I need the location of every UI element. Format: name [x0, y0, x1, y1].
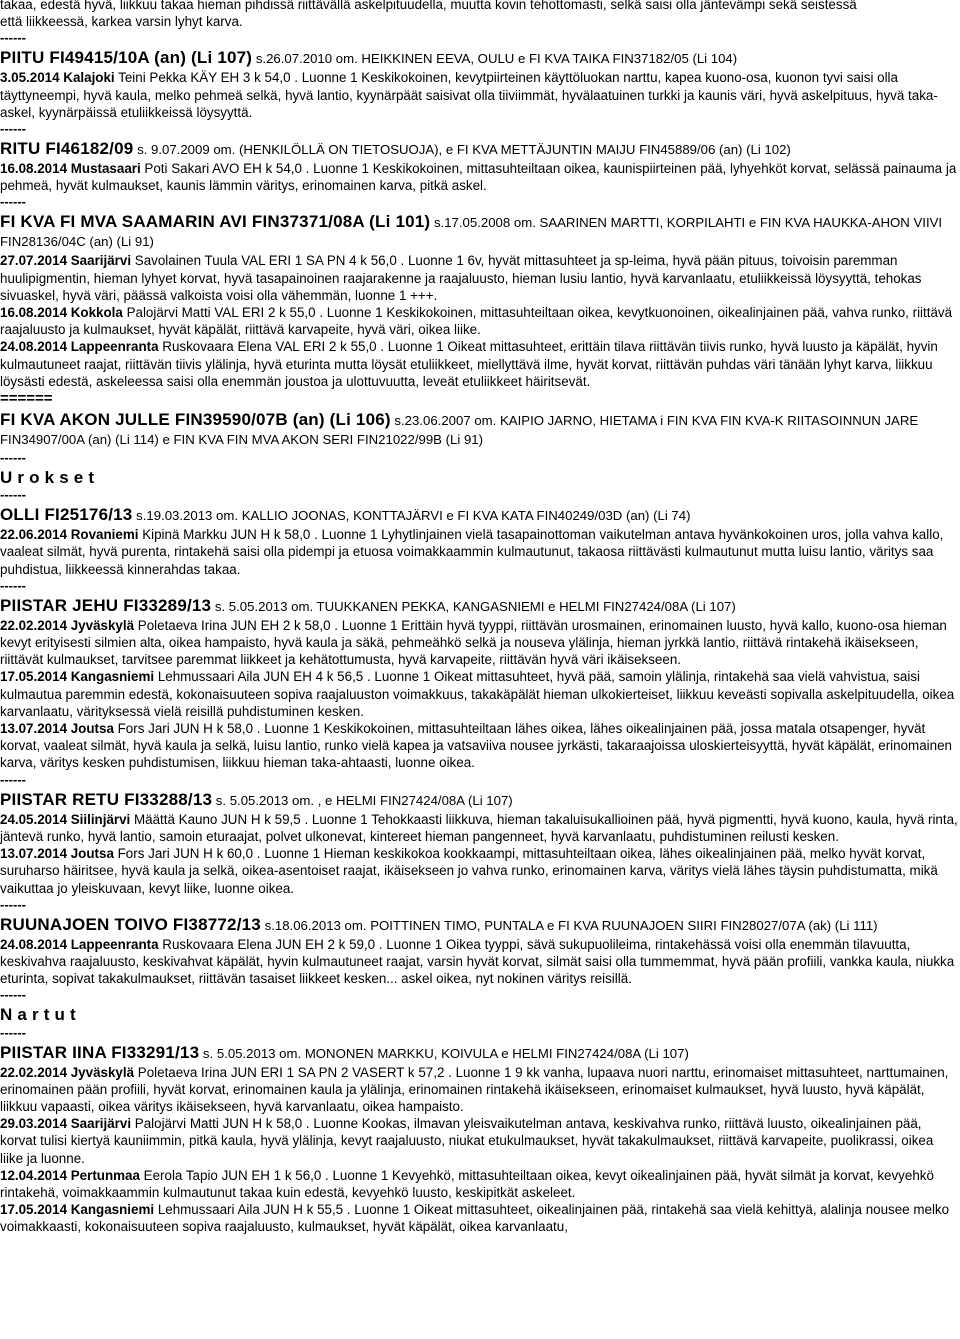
separator: ------ [0, 987, 26, 1003]
dog-name: OLLI FI25176/13 [0, 505, 133, 525]
show-result [0, 811, 960, 845]
separator: ------ [0, 896, 26, 912]
result-judge: Lehmussaari Aila JUN EH 4 k 56,5 . [154, 669, 375, 685]
separator: ------ [0, 1024, 26, 1040]
result-critique: Luonne 1 Oikea tyyppi, sävä sukupuolileima, rintakehässä voisi olla enemmän tilavuutta, keskivahva raajaluusto, keskivahvat käpälät, hyvin kulmautuneet raajat, varsin hyvät korvat, silmät saisi olla tummemmat, hyvä pään profiili, vankka kaula, niukka eturinta, sopivat takakulmaukset, riittävän tasaiset liikkeet kesken... askel oikea, nyt nokinen väritys reisillä. [0, 936, 955, 987]
show-result [0, 1201, 960, 1235]
birth-date: s. 5.05.2013 om. [211, 598, 317, 614]
result-date-place: 13.07.2014 Joutsa [0, 846, 114, 862]
result-judge: Teini Pekka KÄY EH 3 k 54,0 . [114, 70, 302, 86]
dog-name: PIISTAR JEHU FI33289/13 [0, 595, 212, 615]
show-result [0, 1115, 960, 1167]
result-critique: Luonne 1 Keskikokoinen, mittasuhteiltaan lähes oikea, lähes oikealinjainen pää, jossa matala otsapenger, hyvät korvat, vaaleat silmät, hyvä kaula ja selkä, luisu lantio, runko vielä kapea ja vatsaviiva nousee jyrkästi, takaraajoissa uloskierteisyyttä, hyvät käpälät, erinomainen karva, väritys kesken puhdistumisen, liikkuu hieman taka-ahtaasti, luonne oikea. [0, 721, 952, 771]
result-date-place: 22.06.2014 Rovaniemi [0, 527, 139, 543]
dog-name: PIISTAR IINA FI33291/13 [0, 1042, 200, 1062]
birth-date: s.26.07.2010 om. [252, 51, 362, 67]
show-result [0, 720, 960, 772]
result-critique: Luonne 1 Oikeat mittasuhteet, hyvä pää, samoin ylälinja, rintakehä saa vielä vahvistua, saisi kulmautua paremmin edestä, kokonaisuuteen sopiva raajaluuston voimakkuus, takakäpälät hieman ulkokierteiset, liikkuu keveästi sopivalla askelpituudella, oikea karvanlaatu, värityksessä vielä reisillä puhdistuminen kesken. [0, 669, 955, 719]
result-date-place: 22.02.2014 Jyväskylä [0, 1064, 135, 1080]
result-judge: Fors Jari JUN H k 58,0 . [113, 721, 265, 737]
result-date-place: 22.02.2014 Jyväskylä [0, 617, 135, 633]
result-judge: Eerola Tapio JUN EH 1 k 56,0 . [139, 1167, 333, 1183]
owner-info: MONONEN MARKKU, KOIVULA e HELMI FIN27424/08A (Li 107) [304, 1045, 689, 1061]
show-result [0, 69, 960, 121]
show-result [0, 668, 960, 720]
show-result [0, 845, 960, 897]
intro-line: takaa, edestä hyvä, liikkuu takaa hieman pihdissä riittävällä askelpituudella, muutta kovin tehottomasti, selkä saisi olla jäntevämpi sekä seistessä [0, 0, 857, 12]
dog-name: FI KVA FI MVA SAAMARIN AVI FIN37371/08A (Li 101) [0, 212, 431, 232]
result-critique: Luonne 1 Keskikokoinen, mittasuhteiltaan oikea, kevytkuonoinen, oikealinjainen pää, vahva runko, riittävä raajaluusto ja kulmaukset, hyvät käpälät, riittävä karvapeite, hyvä väri, oikea liike. [0, 305, 953, 338]
result-judge: Fors Jari JUN H k 60,0 . [113, 846, 265, 862]
dog-name: PIITU FI49415/10A (an) (Li 107) [0, 48, 253, 68]
birth-date: s.18.06.2013 om. [260, 917, 371, 933]
birth-date: s.19.03.2013 om. [132, 508, 242, 524]
result-date-place: 27.07.2014 Saarijärvi [0, 253, 132, 269]
result-date-place: 3.05.2014 Kalajoki [0, 70, 115, 86]
result-judge: Ruskovaara Elena VAL ERI 2 k 55,0 . [158, 339, 388, 355]
result-critique: Luonne 1 Keskikokoinen, mittasuhteiltaan oikea, kaunispiirteinen pää, lyhyehköt korvat, selässä painauma ja pehmeä, hyvät kulmaukset, kaunis lämmin väritys, erinomainen karva, pitkä askel. [0, 161, 957, 194]
separator: ------ [0, 771, 26, 787]
result-critique: Luonne Kookas, ilmavan yleisvaikutelman antava, keskivahva runko, riittävä luusto, oikealinjainen pää, korvat tulisi kiertyä kauniimmin, pitkä kaula, hyvä ylälinja, kevyt raajaluusto, niukat etukulmaukset, hyvät takakulmaukset, riittävä karvapeite, puolikrassi, oikea liike ja luonne. [0, 1116, 934, 1166]
dog-name: PIISTAR RETU FI33288/13 [0, 789, 213, 809]
dog-name: RUUNAJOEN TOIVO FI38772/13 [0, 914, 261, 934]
result-date-place: 17.05.2014 Kangasniemi [0, 669, 155, 685]
show-result [0, 338, 960, 390]
owner-info: (HENKILÖLLÄ ON TIETOSUOJA), e FI KVA METTÄJUNTIN MAIJU FIN45889/06 (an) (Li 102) [238, 142, 791, 158]
separator: ------ [0, 30, 26, 46]
result-date-place: 16.08.2014 Mustasaari [0, 161, 141, 177]
result-date-place: 16.08.2014 Kokkola [0, 305, 123, 321]
owner-info: , e HELMI FIN27424/08A (Li 107) [317, 792, 513, 808]
result-critique: Luonne 1 6v, hyvät mittasuhteet ja sp-leima, hyvä pään pituus, toivoisin paremman huulipigmentin, hieman lyhyet korvat, hyvä tasapainoinen raajarakenne ja raajaluusto, hieman lusiu lantio, hyvä karvanlaatu, etuliikkeissä löysyyttä, tehokas sivuaskel, hyvä väri, päässä valkoista voisi olla vähemmän, luonne 1 +++. [0, 253, 922, 303]
result-judge: Poletaeva Irina JUN EH 2 k 58,0 . [134, 617, 342, 633]
dog-heading [0, 790, 960, 810]
dog-name: FI KVA AKON JULLE FIN39590/07B (an) (Li 106) [0, 410, 391, 430]
result-critique: Luonne 1 Keskikokoinen, kevytpiirteinen käyttöluokan narttu, kapea kuono-osa, kuonon tyvi saisi olla täyttyneempi, hyvä kaula, melko pehmeä selkä, hyvä lantio, kyynärpäät saisivat olla tiiviimmät, hyvälaatuinen turkki ja kaunis väri, hyvä askelpituus, hyvä taka-askel, kyynärpäissä etuliikkeissä löysyyttä. [0, 70, 938, 120]
result-critique: Luonne 1 Oikeat mittasuhteet, erittäin tilava riittävän tiivis runko, hyvä luusto ja käpälät, hyvin kulmautuneet raajat, riittävän tiivis ylälinja, hyvä eturinta mutta löysät etuliikkeet, miellyttävä ilme, hyvät korvat, riittävän puhdas väri tänään lyhyt karva, liikkuu löysästi edestä, askeleessa saisi olla enemmän joustoa ja ulottuvuutta, leveät etuliikkeet häiritsevät. [0, 339, 938, 389]
birth-date: s.17.05.2008 om. [430, 215, 540, 231]
owner-info: KAIPIO JARNO, HIETAMA i FIN KVA FIN KVA-K RIITASOINNUN JARE FIN34907/00A (an) (Li 114) e FIN KVA FIN MVA AKON SERI FIN21022/99B (Li 91) [0, 413, 919, 448]
result-judge: Kipinä Markku JUN H k 58,0 . [138, 527, 322, 543]
result-date-place: 12.04.2014 Pertunmaa [0, 1167, 140, 1183]
result-critique: Luonne 1 Oikeat mittasuhteet, oikealinjainen pää, rintakehä saa vielä kehittyä, alalinja nousee melko voimakkaasti, kokonaisuuteen sopiva raajaluusto, kulmaukset, hyvät käpälät, oikea karvanlaatu, [0, 1202, 950, 1235]
result-judge: Lehmussaari Aila JUN H k 55,5 . [154, 1202, 355, 1218]
dog-name: RITU FI46182/09 [0, 139, 134, 159]
result-date-place: 24.08.2014 Lappeenranta [0, 339, 159, 355]
result-critique: Luonne 1 Lyhytlinjainen vielä tasapainottoman vaikutelman antava hyvänkokoinen uros, jolla vahva kallo, vaaleat silmät, hyvä purenta, rintakehä saisi olla pidempi ja etuosa voimakkaammin kulmautunut, takaosa riittävästi kulmautunut mutta luisu lantio, väritys saa puhdistua, liikkeessä kinnerahdas takaa. [0, 527, 944, 577]
show-result [0, 252, 960, 304]
double-separator: ====== [0, 390, 53, 408]
show-result [0, 1064, 960, 1116]
separator: ------ [0, 577, 26, 593]
result-judge: Määttä Kauno JUN H k 59,5 . [130, 811, 312, 827]
owner-info: POITTINEN TIMO, PUNTALA e FI KVA RUUNAJOEN SIIRI FIN28027/07A (ak) (Li 111) [370, 917, 878, 933]
result-date-place: 17.05.2014 Kangasniemi [0, 1202, 155, 1218]
separator: ------ [0, 121, 26, 137]
show-result [0, 617, 960, 669]
show-result [0, 936, 960, 988]
section-heading-males: U r o k s e t [0, 468, 95, 488]
result-judge: Palojärvi Matti JUN H k 58,0 . [131, 1116, 314, 1132]
birth-date: s. 5.05.2013 om. [199, 1045, 305, 1061]
show-result [0, 526, 960, 578]
result-critique: Luonne 1 Erittäin hyvä tyyppi, riittävän urosmainen, erinomainen luusto, hyvä kallo, kuono-osa hieman kevyt erityisesti silmien alta, oikea hampaisto, hyvä kaula ja säkä, pehmeähkö selkä ja nouseva ylälinja, hieman jyrkkä lantio, riittävä rintakehä ikäisekseen, riittävät kulmaukset, tarvitsee paremmat liikkeet ja kehätottumusta, hyvä karvapeite, riittävän hyvä väri ikäisekseen. [0, 617, 947, 668]
birth-date: s. 9.07.2009 om. [133, 142, 239, 158]
result-judge: Poti Sakari AVO EH k 54,0 . [140, 161, 314, 177]
dog-heading [0, 212, 960, 251]
section-heading-females: N a r t u t [0, 1005, 76, 1025]
result-judge: Savolainen Tuula VAL ERI 1 SA PN 4 k 56,0 . [131, 253, 408, 269]
result-judge: Ruskovaara Elena JUN EH 2 k 59,0 . [158, 936, 387, 952]
dog-heading [0, 915, 960, 935]
dog-heading [0, 1043, 960, 1063]
separator: ------ [0, 487, 26, 503]
dog-heading [0, 596, 960, 616]
show-result [0, 1167, 960, 1201]
result-date-place: 24.05.2014 Siilinjärvi [0, 811, 131, 827]
separator: ------ [0, 450, 26, 466]
dog-heading [0, 410, 960, 449]
result-judge: Palojärvi Matti VAL ERI 2 k 55,0 . [122, 305, 327, 321]
separator: ------ [0, 194, 26, 210]
owner-info: KALLIO JOONAS, KONTTAJÄRVI e FI KVA KATA FIN40249/03D (an) (Li 74) [241, 508, 691, 524]
result-judge: Poletaeva Irina JUN ERI 1 SA PN 2 VASERT k 57,2 . [134, 1064, 456, 1080]
result-date-place: 24.08.2014 Lappeenranta [0, 936, 159, 952]
dog-heading [0, 139, 960, 159]
owner-info: HEIKKINEN EEVA, OULU e FI KVA TAIKA FIN37182/05 (Li 104) [361, 51, 738, 67]
birth-date: s. 5.05.2013 om. [212, 792, 318, 808]
result-critique: Luonne 1 Kevyehkö, mittasuhteiltaan oikea, kevyt oikealinjainen pää, hyvät silmät ja korvat, kevyehkö rintakehä, voimakkaammin kulmautunut takaa kuin edestä, kevyehkö luusto, keskipitkät askeleet. [0, 1167, 934, 1200]
dog-heading [0, 48, 960, 68]
owner-info: TUUKKANEN PEKKA, KANGASNIEMI e HELMI FIN27424/08A (Li 107) [316, 598, 736, 614]
show-result [0, 160, 960, 194]
birth-date: s.23.06.2007 om. [390, 413, 501, 429]
dog-heading [0, 505, 960, 525]
result-critique: Luonne 1 Tehokkaasti liikkuva, hieman takaluisukallioinen pää, hyvä pigmentti, hyvä kuono, kaula, hyvä rinta, jäntevä runko, hyvä lantio, samoin eturaajat, polvet ulkonevat, kintereet hieman pangenneet, hyvä karvanlaatu, puhdistuminen reilusti kesken. [0, 811, 958, 844]
result-critique: Luonne 1 9 kk vanha, lupaava nuori narttu, erinomaiset mittasuhteet, narttumainen, erinomainen pään profiili, hyvät korvat, erinomainen kaula ja ylälinja, erinomainen rintakehä ikäisekseen, erinomaiset kulmaukset, hyvä luusto, hyvä käpälät, liikkuu vapaasti, oikea väritys ikäisekseen, hyvä karvanlaatu, oikea hampaisto. [0, 1064, 949, 1114]
result-date-place: 29.03.2014 Saarijärvi [0, 1116, 132, 1132]
result-critique: Luonne 1 Hieman keskikokoa kookkaampi, mittasuhteiltaan oikea, lähes oikealinjainen pää, melko hyvät korvat, suruharso häiritsee, hyvä kaula ja selkä, oikea-asentoiset raajat, ikäisekseen jo vahva runko, erinomainen karva, väritys vielä lähes täysin puhdistumatta, mikä vaikuttaa jo yleiskuvaan, kevyt liike, luonne oikea. [0, 846, 938, 896]
owner-info: SAARINEN MARTTI, KORPILAHTI e FIN KVA HAUKKA-AHON VIIVI FIN28136/04C (an) (Li 91) [0, 215, 943, 250]
result-date-place: 13.07.2014 Joutsa [0, 721, 114, 737]
intro-line: että liikkeessä, karkea varsin lyhyt karva. [0, 14, 243, 30]
show-result [0, 304, 960, 338]
